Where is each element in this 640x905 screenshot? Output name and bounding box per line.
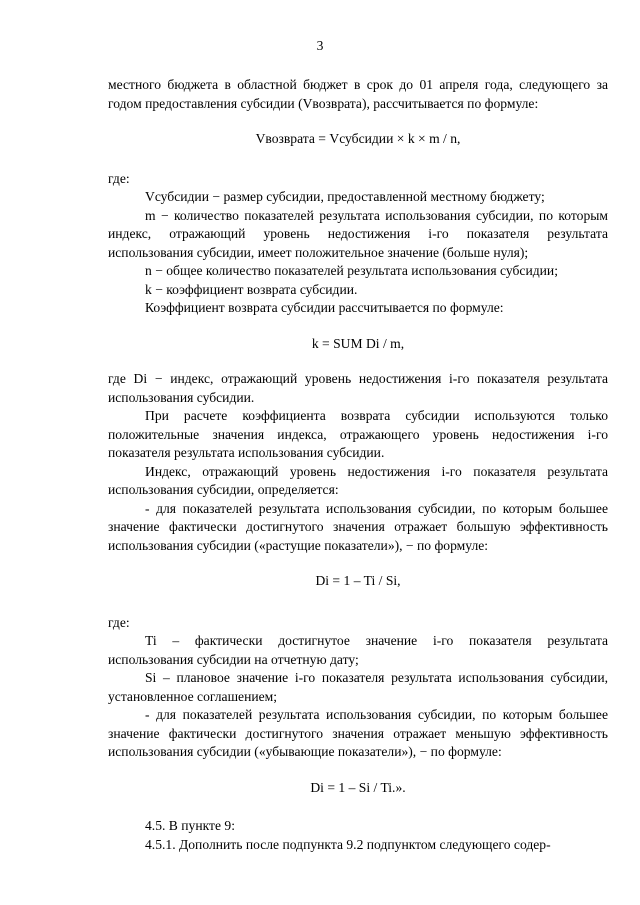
paragraph: Ti – фактически достигнутое значение i-го показателя результата использования субсидии на отчетную дату; <box>108 633 608 667</box>
paragraph: При расчете коэффициента возврата субсидии используются только положительные значения индекса, отражающего уровень недостижения i-го показателя результата использования субсидии. <box>108 408 608 460</box>
paragraph: Si – плановое значение i-го показателя результата использования субсидии, установленное соглашением; <box>108 670 608 704</box>
formula-di-growing: Di = 1 – Ti / Si, <box>315 573 401 588</box>
paragraph: m − количество показателей результата использования субсидии, по которым индекс, отражающий уровень недостижения i-го показателя результата использования субсидии, имеет положительное значение (больше нуля); <box>108 207 608 260</box>
paragraph: - для показателей результата использования субсидии, по которым большее значение фактически достигнутого значения отражает большую эффективность использования субсидии («растущие показатели»), − по формуле: <box>108 500 608 553</box>
paragraph: Индекс, отражающий уровень недостижения i-го показателя результата использования субсидии, определяется: <box>108 463 608 497</box>
document-body <box>108 76 608 854</box>
paragraph: Коэффициент возврата субсидии рассчитывается по формуле: <box>145 300 504 315</box>
formula-v-return: Vвозврата = Vсубсидии × k × m / n, <box>255 131 461 146</box>
paragraph: n − общее количество показателей результата использования субсидии; <box>145 263 558 278</box>
formula-k: k = SUM Di / m, <box>311 335 405 351</box>
paragraph: 4.5. В пункте 9: <box>145 818 235 833</box>
paragraph: местного бюджета в областной бюджет в срок до 01 апреля года, следующего за годом предоставления субсидии (Vвозврата), рассчитывается по формуле: <box>108 77 608 111</box>
where-label: где: <box>108 170 130 186</box>
paragraph: где Di − индекс, отражающий уровень недостижения i-го показателя результата использования субсидии. <box>108 371 608 405</box>
page-number: 3 <box>316 38 324 53</box>
paragraph: k − коэффициент возврата субсидии. <box>145 281 358 297</box>
paragraph: - для показателей результата использования субсидии, по которым большее значение фактически достигнутого значения отражает меньшую эффективность использования субсидии («убывающие показатели»), − по формуле: <box>108 707 608 759</box>
where-label: где: <box>108 614 130 630</box>
paragraph: 4.5.1. Дополнить после подпункта 9.2 подпунктом следующего содер- <box>145 836 551 852</box>
formula-di-decreasing: Di = 1 – Si / Ti.». <box>310 779 406 795</box>
paragraph: Vсубсидии − размер субсидии, предоставленной местному бюджету; <box>145 189 545 204</box>
